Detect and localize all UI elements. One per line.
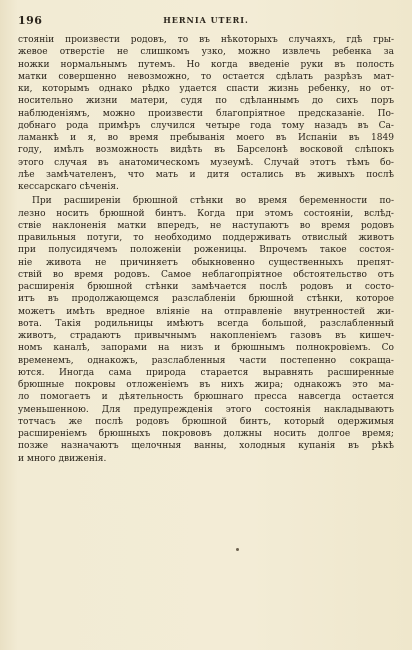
- text-line: При расширеніи брюшной стѣнки во время беременности по-: [32, 196, 394, 207]
- text-line: временемъ, однакожъ, разслабленныя части постепенно сокраща-: [18, 355, 394, 366]
- body-text: [18, 34, 394, 465]
- text-line: тотчасъ же послѣ родовъ брюшной бинтъ, который одержимыя: [18, 416, 394, 427]
- text-line: правильныя потуги, то необходимо поддерживать отвислый животъ: [18, 233, 394, 243]
- text-line: добнаго рода примѣръ случился четыре года тому назадъ въ Са-: [18, 120, 394, 131]
- text-line: носительно жизни матери, судя по сдѣланнымъ до сихъ поръ: [18, 96, 394, 107]
- text-line: ются. Иногда сама природа старается выравнять расширенные: [18, 367, 394, 378]
- text-line: ствій во время родовъ. Самое неблагопріятное обстоятельство отъ: [18, 269, 394, 280]
- running-title: HERNIA UTERI.: [163, 15, 249, 25]
- text-line: матки совершенно невозможно, то остается сдѣлать разрѣзъ мат-: [18, 71, 394, 82]
- text-line: брюшные покровы отложеніемъ въ нихъ жира; однакожъ это ма-: [18, 380, 394, 390]
- text-line: животъ, страдаютъ привычнымъ накопленіемъ газовъ въ кишеч-: [18, 331, 394, 341]
- text-line: при полусидячемъ положеніи роженицы. Впрочемъ такое состоя-: [18, 245, 394, 256]
- text-line: можетъ имѣть вредное вліяніе на отправленіе внутренностей жи-: [18, 306, 394, 317]
- paragraph-1: [18, 34, 394, 193]
- text-line: этого случая въ анатомическомъ музеумѣ. Случай этотъ тѣмъ бо-: [18, 157, 394, 168]
- text-line: кессарскаго сѣченія.: [18, 182, 119, 192]
- text-line: итъ въ продолжающемся разслабленіи брюшной стѣнки, которое: [18, 294, 394, 305]
- text-line: ствіе наклоненія матки впередъ, не наступаютъ во время родовъ: [18, 220, 394, 231]
- text-line: позже назначаютъ щелочныя ванны, холодныя купанія въ рѣкѣ: [18, 441, 394, 452]
- paragraph-2: [18, 195, 394, 465]
- text-line: ніе живота не причиняетъ обыкновенно существенныхъ препят-: [18, 257, 394, 268]
- page-number: 196: [18, 14, 43, 27]
- text-line: лезно носить брюшной бинтъ. Когда при этомъ состояніи, вслѣд-: [18, 208, 394, 219]
- text-line: ки, которымъ однако рѣдко удается спасти жизнь ребенку, но от-: [18, 84, 394, 94]
- text-line: году, имѣлъ возможность видѣть въ Барселонѣ восковой слѣпокъ: [18, 145, 394, 156]
- text-line: жевое отверстіе не слишкомъ узко, можно извлечь ребенка за: [18, 47, 394, 58]
- text-line: номъ каналѣ, запорами на низъ и брюшнымъ полнокровіемъ. Со: [18, 343, 394, 354]
- ink-speck: [236, 548, 239, 551]
- text-line: уменьшенною. Для предупрежденія этого состоянія накладываютъ: [18, 404, 394, 415]
- text-line: ножки нормальнымъ путемъ. Но когда введеніе руки въ полость: [18, 59, 394, 70]
- text-line: лѣе замѣчателенъ, что мать и дитя остались въ живыхъ послѣ: [18, 169, 394, 180]
- page-header: [18, 14, 394, 28]
- text-line: ламанкѣ и я, во время пребыванія моего въ Испаніи въ 1849: [18, 133, 394, 143]
- text-line: стояніи произвести родовъ, то въ нѣкоторыхъ случаяхъ, гдѣ гры-: [18, 35, 394, 45]
- text-line: вота. Такія родильницы имѣютъ всегда большой, разслабленный: [18, 318, 394, 329]
- text-line: расширеніемъ брюшныхъ покрововъ должны носить долгое время;: [18, 429, 394, 439]
- text-line: и много движенія.: [18, 453, 107, 464]
- text-line: расширенія брюшной стѣнки замѣчается послѣ родовъ и состо-: [18, 282, 394, 292]
- text-line: ло помогаетъ и дѣятельность брюшнаго пресса навсегда остается: [18, 392, 394, 403]
- text-line: наблюденіямъ, можно произвести благопріятное предсказаніе. По-: [18, 108, 394, 119]
